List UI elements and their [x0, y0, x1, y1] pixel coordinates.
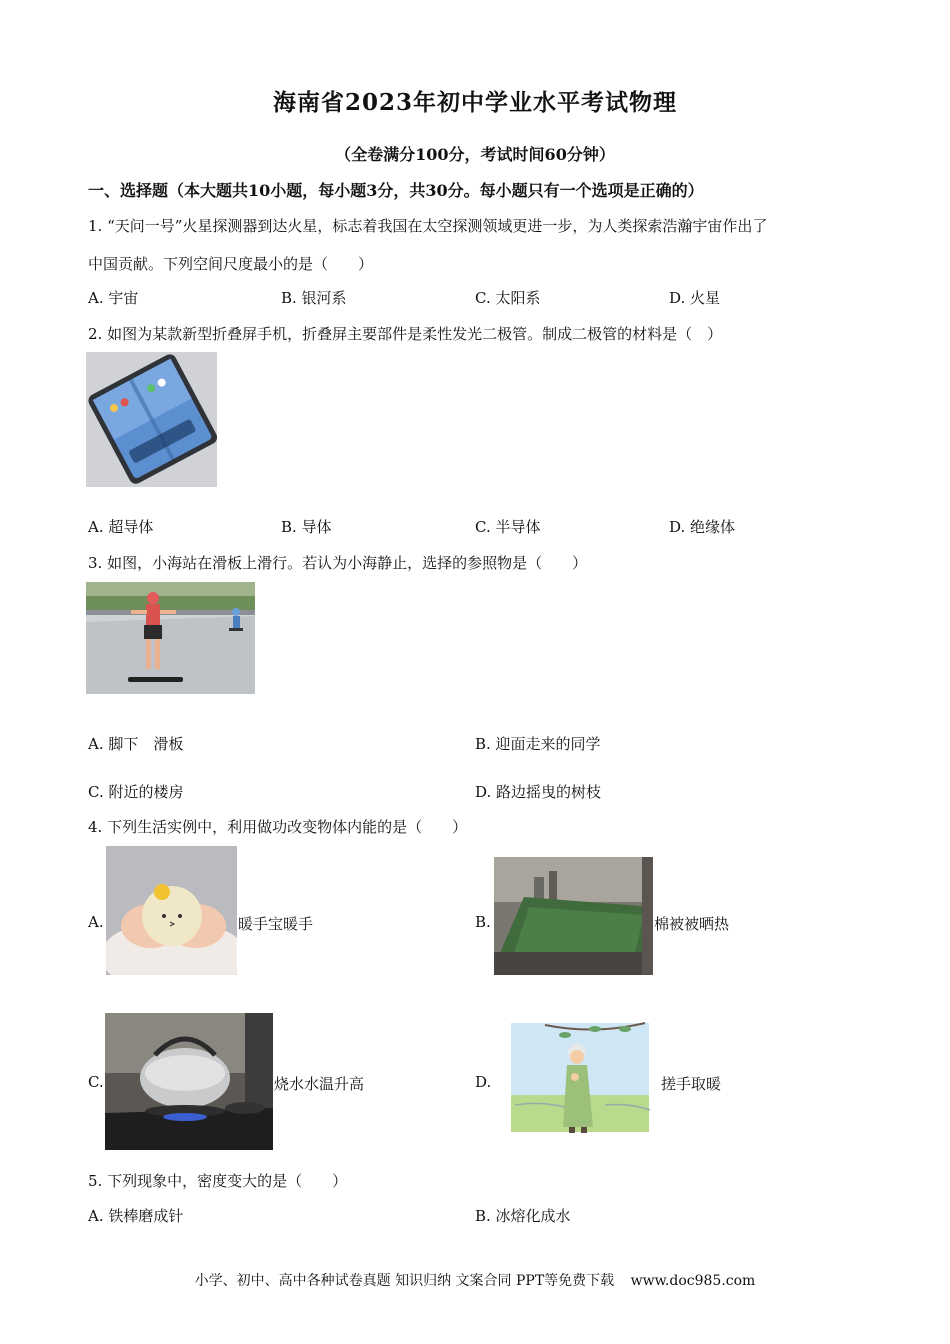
q3-option-d: D. 路边摇曳的树枝: [475, 783, 602, 801]
question-1-line2: 中国贡献。下列空间尺度最小的是（ ）: [88, 255, 374, 273]
q4-option-d-text: 搓手取暖: [661, 1075, 722, 1093]
kettle-stove-image: [105, 1013, 273, 1150]
q4-option-a-text: 暖手宝暖手: [238, 915, 314, 933]
question-2: 2. 如图为某款新型折叠屏手机，折叠屏主要部件是柔性发光二极管。制成二极管的材料是（ ）: [88, 325, 723, 343]
footer-text: 小学、初中、高中各种试卷真题 知识归纳 文案合同 PPT等免费下载: [194, 1273, 615, 1289]
q3-option-a: A. 脚下 滑板: [88, 735, 184, 753]
q1-option-b: B. 银河系: [281, 289, 347, 307]
skateboard-image: [86, 582, 255, 694]
q2-option-c: C. 半导体: [475, 518, 541, 536]
q4-option-c-label: C.: [88, 1073, 104, 1091]
page-footer: [0, 1270, 950, 1290]
q3-option-c: C. 附近的楼房: [88, 783, 184, 801]
q2-option-a: A. 超导体: [88, 518, 154, 536]
q5-option-b: B. 冰熔化成水: [475, 1207, 571, 1225]
hand-warmer-image: [106, 846, 237, 975]
quilt-drying-image: [494, 857, 653, 975]
q4-option-a-label: A.: [88, 913, 104, 931]
footer-url[interactable]: www.doc985.com: [630, 1273, 756, 1289]
q2-option-d: D. 绝缘体: [669, 518, 736, 536]
question-3: 3. 如图，小海站在滑板上滑行。若认为小海静止，选择的参照物是（ ）: [88, 554, 588, 572]
exam-info: （全卷满分100分，考试时间60分钟）: [335, 145, 615, 164]
q1-option-c: C. 太阳系: [475, 289, 541, 307]
question-4: 4. 下列生活实例中，利用做功改变物体内能的是（ ）: [88, 818, 468, 836]
rubbing-hands-image: [505, 1015, 653, 1140]
question-5: 5. 下列现象中，密度变大的是（ ）: [88, 1172, 348, 1190]
q5-option-a: A. 铁棒磨成针: [88, 1207, 184, 1225]
q4-option-b-text: 棉被被晒热: [654, 915, 730, 933]
section-heading: 一、选择题（本大题共10小题，每小题3分，共30分。每小题只有一个选项是正确的）: [88, 181, 704, 200]
foldable-phone-image: [86, 352, 217, 487]
q4-option-c-text: 烧水水温升高: [274, 1075, 365, 1093]
page-title: 海南省2023年初中学业水平考试物理: [272, 89, 677, 116]
q4-option-d-label: D.: [475, 1073, 492, 1091]
q2-option-b: B. 导体: [281, 518, 332, 536]
q1-option-a: A. 宇宙: [88, 289, 139, 307]
question-1-line1: 1. “天问一号”火星探测器到达火星，标志着我国在太空探测领域更进一步，为人类探索浩瀚宇宙作出了: [88, 217, 768, 235]
q1-option-d: D. 火星: [669, 289, 721, 307]
q3-option-b: B. 迎面走来的同学: [475, 735, 601, 753]
q4-option-b-label: B.: [475, 913, 491, 931]
